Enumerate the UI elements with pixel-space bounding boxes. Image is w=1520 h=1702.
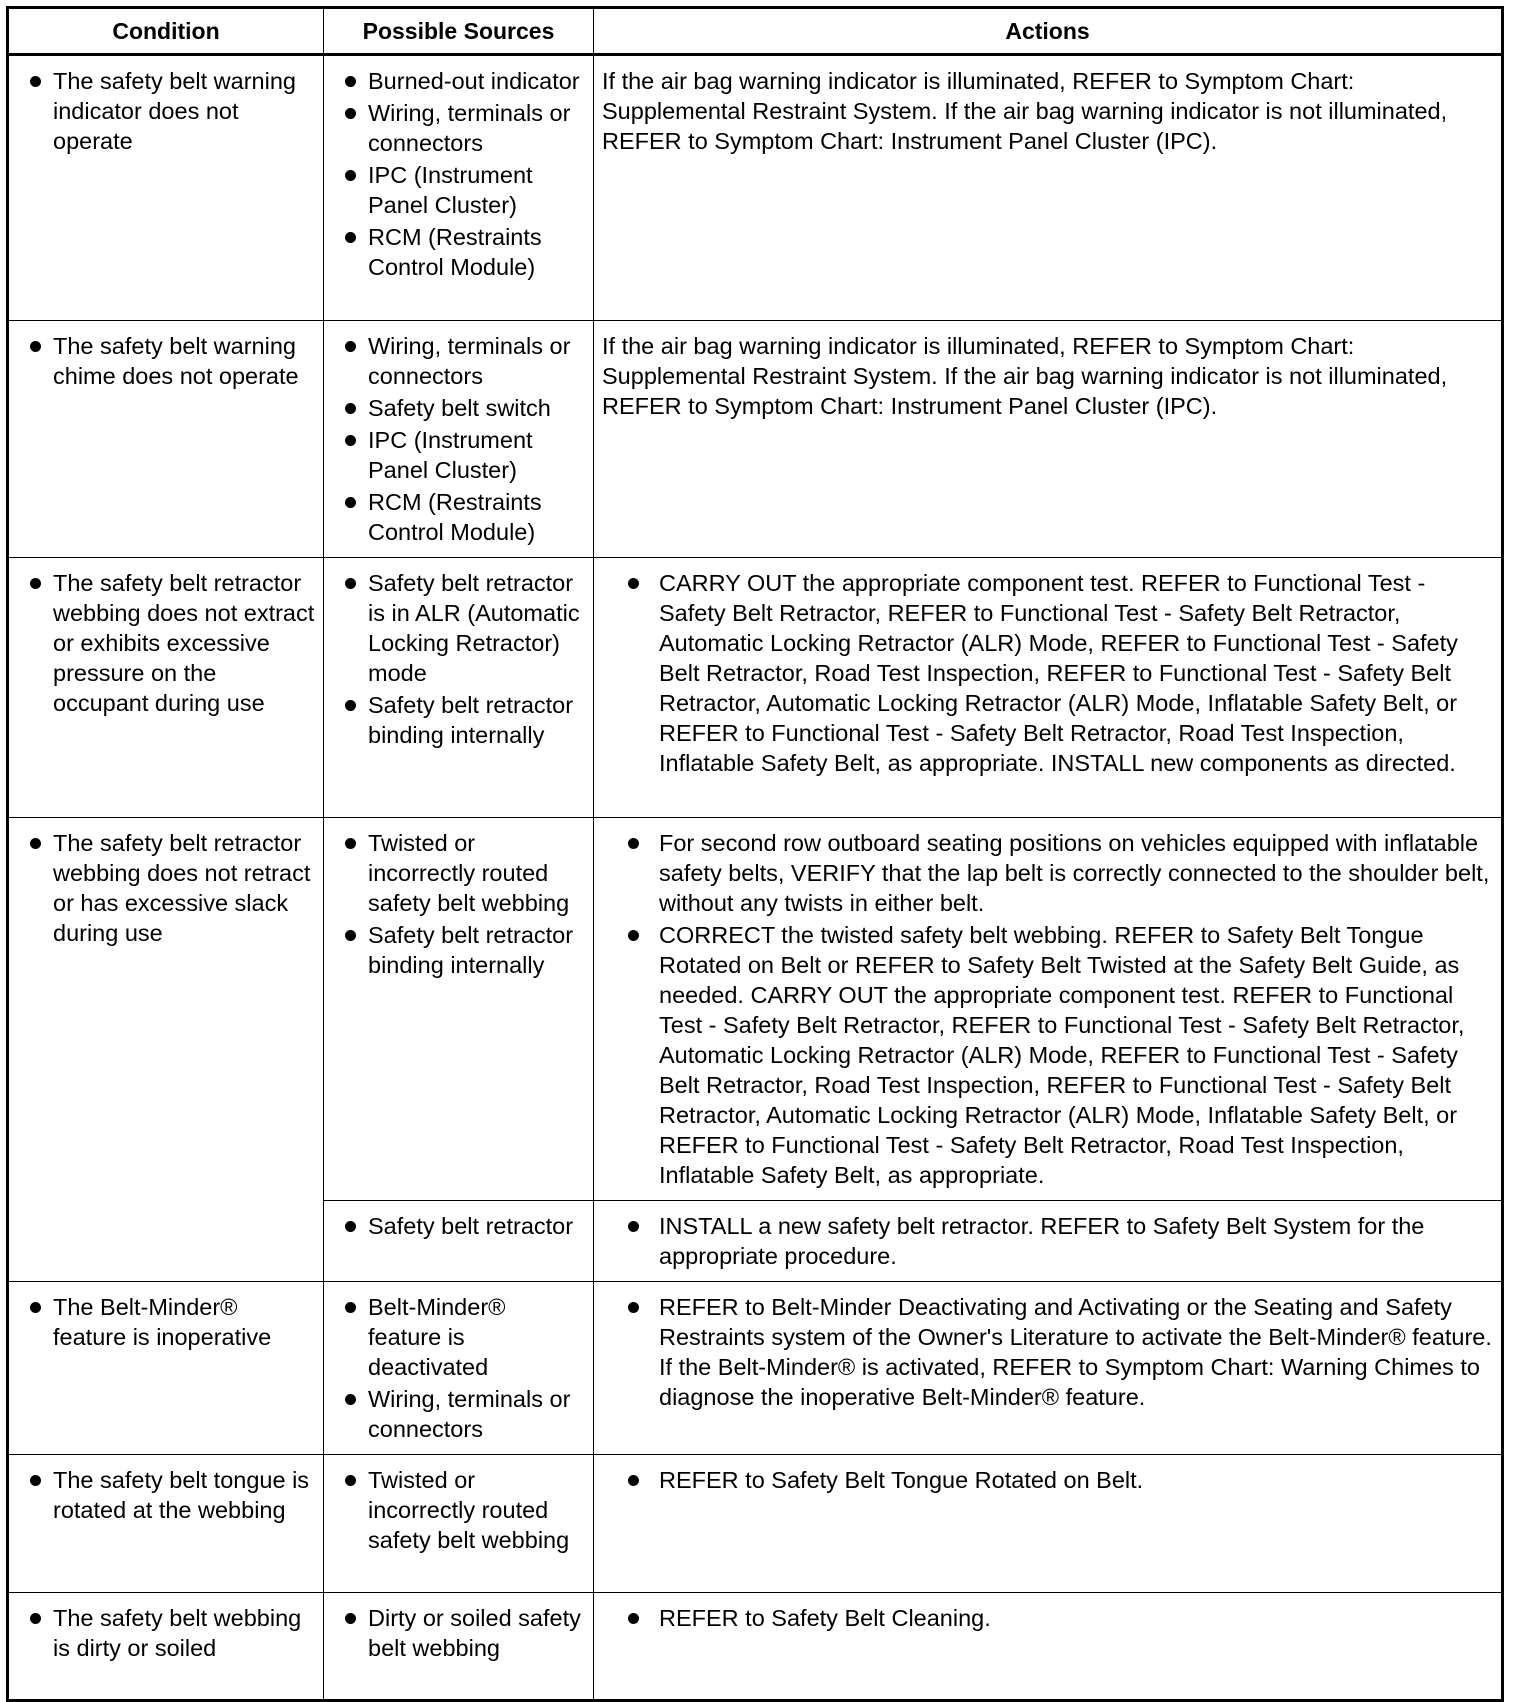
condition-cell bbox=[8, 558, 324, 818]
action-text: If the air bag warning indicator is illuminated, REFER to Symptom Chart: Supplemental Restraint System. If the air bag warning indicator is not illuminated, REFER to Symptom Chart: Instrument Panel Cluster (IPC). bbox=[602, 68, 1448, 154]
action-cell bbox=[594, 558, 1503, 818]
action-cell bbox=[594, 55, 1503, 321]
symptom-chart-table bbox=[6, 6, 1504, 1702]
action-item: INSTALL a new safety belt retractor. REFER to Safety Belt System for the appropriate procedure. bbox=[602, 1211, 1493, 1271]
action-item: REFER to Belt-Minder Deactivating and Activating or the Seating and Safety Restraints system of the Owner's Literature to activate the Belt-Minder® feature. If the Belt-Minder® is activated, REFER to Symptom Chart: Warning Chimes to diagnose the inoperative Belt-Minder® feature. bbox=[602, 1292, 1493, 1412]
action-cell bbox=[594, 1282, 1503, 1455]
table-row bbox=[8, 818, 1503, 1201]
table-row bbox=[8, 1593, 1503, 1701]
source-item: Wiring, terminals or connectors bbox=[332, 331, 585, 391]
source-item: IPC (Instrument Panel Cluster) bbox=[332, 160, 585, 220]
sources-cell bbox=[324, 321, 594, 558]
source-item: Safety belt switch bbox=[332, 393, 585, 423]
source-item: Dirty or soiled safety belt webbing bbox=[332, 1603, 585, 1663]
source-item: Safety belt retractor binding internally bbox=[332, 690, 585, 750]
condition-text: The safety belt retractor webbing does not extract or exhibits excessive pressure on the occupant during use bbox=[17, 568, 315, 718]
source-item: Belt-Minder® feature is deactivated bbox=[332, 1292, 585, 1382]
source-item: Twisted or incorrectly routed safety belt webbing bbox=[332, 828, 585, 918]
source-item: Twisted or incorrectly routed safety belt webbing bbox=[332, 1465, 585, 1555]
action-cell bbox=[594, 1201, 1503, 1282]
action-item: REFER to Safety Belt Tongue Rotated on Belt. bbox=[602, 1465, 1493, 1495]
source-item: RCM (Restraints Control Module) bbox=[332, 222, 585, 282]
condition-cell bbox=[8, 818, 324, 1282]
table-row bbox=[8, 558, 1503, 818]
table-row bbox=[8, 55, 1503, 321]
action-item: For second row outboard seating positions on vehicles equipped with inflatable safety belts, VERIFY that the lap belt is correctly connected to the shoulder belt, without any twists in either belt. bbox=[602, 828, 1493, 918]
sources-cell bbox=[324, 1593, 594, 1701]
sources-cell bbox=[324, 558, 594, 818]
action-cell bbox=[594, 321, 1503, 558]
header-condition: Condition bbox=[8, 8, 324, 55]
table-row bbox=[8, 1282, 1503, 1455]
action-item: REFER to Safety Belt Cleaning. bbox=[602, 1603, 1493, 1633]
source-item: Safety belt retractor is in ALR (Automatic Locking Retractor) mode bbox=[332, 568, 585, 688]
source-item: Burned-out indicator bbox=[332, 66, 585, 96]
sources-cell bbox=[324, 818, 594, 1201]
source-item: Safety belt retractor bbox=[332, 1211, 585, 1241]
table-row bbox=[8, 321, 1503, 558]
condition-cell bbox=[8, 1593, 324, 1701]
source-item: IPC (Instrument Panel Cluster) bbox=[332, 425, 585, 485]
source-item: RCM (Restraints Control Module) bbox=[332, 487, 585, 547]
source-item: Wiring, terminals or connectors bbox=[332, 1384, 585, 1444]
sources-cell bbox=[324, 1201, 594, 1282]
header-actions: Actions bbox=[594, 8, 1503, 55]
header-possible-sources: Possible Sources bbox=[324, 8, 594, 55]
source-item: Safety belt retractor binding internally bbox=[332, 920, 585, 980]
condition-text: The safety belt warning chime does not operate bbox=[17, 331, 315, 391]
source-item: Wiring, terminals or connectors bbox=[332, 98, 585, 158]
condition-text: The safety belt warning indicator does not operate bbox=[17, 66, 315, 156]
action-cell bbox=[594, 818, 1503, 1201]
action-cell bbox=[594, 1593, 1503, 1701]
condition-cell bbox=[8, 1282, 324, 1455]
action-item: CARRY OUT the appropriate component test. REFER to Functional Test - Safety Belt Retractor, REFER to Functional Test - Safety Belt Retractor, Automatic Locking Retractor (ALR) Mode, REFER to Functional Test - Safety Belt Retractor, Road Test Inspection, REFER to Functional Test - Safety Belt Retractor, Automatic Locking Retractor (ALR) Mode, Inflatable Safety Belt, or REFER to Functional Test - Safety Belt Retractor, Road Test Inspection, Inflatable Safety Belt, as appropriate. INSTALL new components as directed. bbox=[602, 568, 1493, 778]
condition-text: The safety belt retractor webbing does not retract or has excessive slack during use bbox=[17, 828, 315, 948]
condition-cell bbox=[8, 321, 324, 558]
condition-cell bbox=[8, 1455, 324, 1593]
sources-cell bbox=[324, 1282, 594, 1455]
sources-cell bbox=[324, 55, 594, 321]
header-row bbox=[8, 8, 1503, 55]
action-item: CORRECT the twisted safety belt webbing. REFER to Safety Belt Tongue Rotated on Belt or REFER to Safety Belt Twisted at the Safety Belt Guide, as needed. CARRY OUT the appropriate component test. REFER to Functional Test - Safety Belt Retractor, REFER to Functional Test - Safety Belt Retractor, Automatic Locking Retractor (ALR) Mode, REFER to Functional Test - Safety Belt Retractor, Road Test Inspection, REFER to Functional Test - Safety Belt Retractor, Automatic Locking Retractor (ALR) Mode, Inflatable Safety Belt, or REFER to Functional Test - Safety Belt Retractor, Road Test Inspection, Inflatable Safety Belt, as appropriate. bbox=[602, 920, 1493, 1190]
action-text: If the air bag warning indicator is illuminated, REFER to Symptom Chart: Supplemental Restraint System. If the air bag warning indicator is not illuminated, REFER to Symptom Chart: Instrument Panel Cluster (IPC). bbox=[602, 333, 1448, 419]
condition-text: The Belt-Minder® feature is inoperative bbox=[17, 1292, 315, 1352]
sources-cell bbox=[324, 1455, 594, 1593]
condition-text: The safety belt tongue is rotated at the webbing bbox=[17, 1465, 315, 1525]
table-row bbox=[8, 1455, 1503, 1593]
action-cell bbox=[594, 1455, 1503, 1593]
condition-text: The safety belt webbing is dirty or soiled bbox=[17, 1603, 315, 1663]
condition-cell bbox=[8, 55, 324, 321]
